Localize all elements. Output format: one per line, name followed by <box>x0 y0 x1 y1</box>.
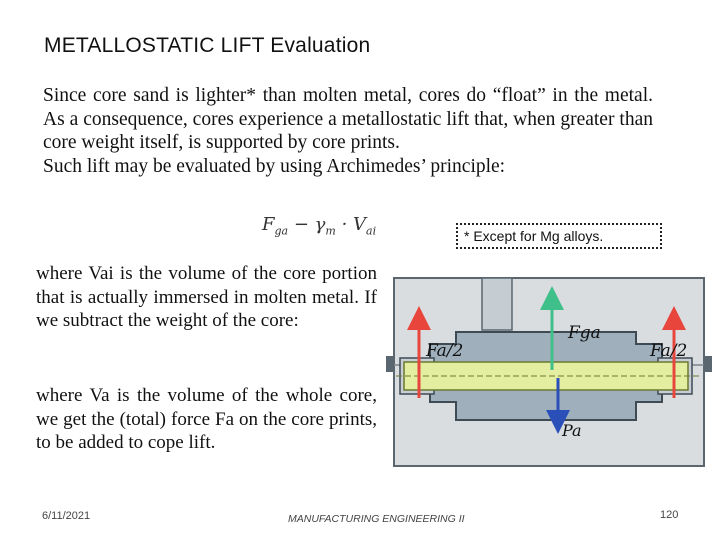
intro-paragraph <box>43 84 653 178</box>
label-pa: Pa <box>562 421 582 440</box>
label-fa-right: Fa/2 <box>650 341 688 361</box>
formula-gamma-sub: m <box>325 224 336 238</box>
formula-v: · V <box>335 214 367 235</box>
bolt-right <box>704 356 712 372</box>
label-fa-left: Fa/2 <box>426 341 464 361</box>
vai-paragraph: where Vai is the volume of the core portion that is actually immersed in molten metal. If we subtract the weight of the core: <box>36 263 377 331</box>
bolt-left <box>386 356 394 372</box>
formula-gamma: − γ <box>288 214 326 235</box>
footer-course: MANUFACTURING ENGINEERING II <box>288 513 465 525</box>
sprue <box>482 278 512 330</box>
va-paragraph: where Va is the volume of the whole core, we get the (total) force Fa on the core prints, to be added to cope lift. <box>36 385 377 453</box>
core-print-diagram <box>386 270 712 472</box>
archimedes-line: Such lift may be evaluated by using Archimedes’ principle: <box>43 155 506 177</box>
intro-text: Since core sand is lighter* than molten metal, cores do “float” in the metal. As a consequence, cores experience a metallostatic lift that, when greater than core weight itself, is supported by core prints. <box>43 85 653 153</box>
label-fga: Fga <box>568 323 601 343</box>
slide-title: METALLOSTATIC LIFT Evaluation <box>44 34 371 57</box>
formula-f-sub: ga <box>274 224 289 238</box>
formula-v-sub: ai <box>366 224 377 238</box>
page-number: 120 <box>660 509 679 521</box>
footnote-box: * Except for Mg alloys. <box>456 223 662 249</box>
footer-date: 6/11/2021 <box>42 510 91 522</box>
formula-f: F <box>262 214 275 235</box>
lift-formula <box>258 214 380 238</box>
